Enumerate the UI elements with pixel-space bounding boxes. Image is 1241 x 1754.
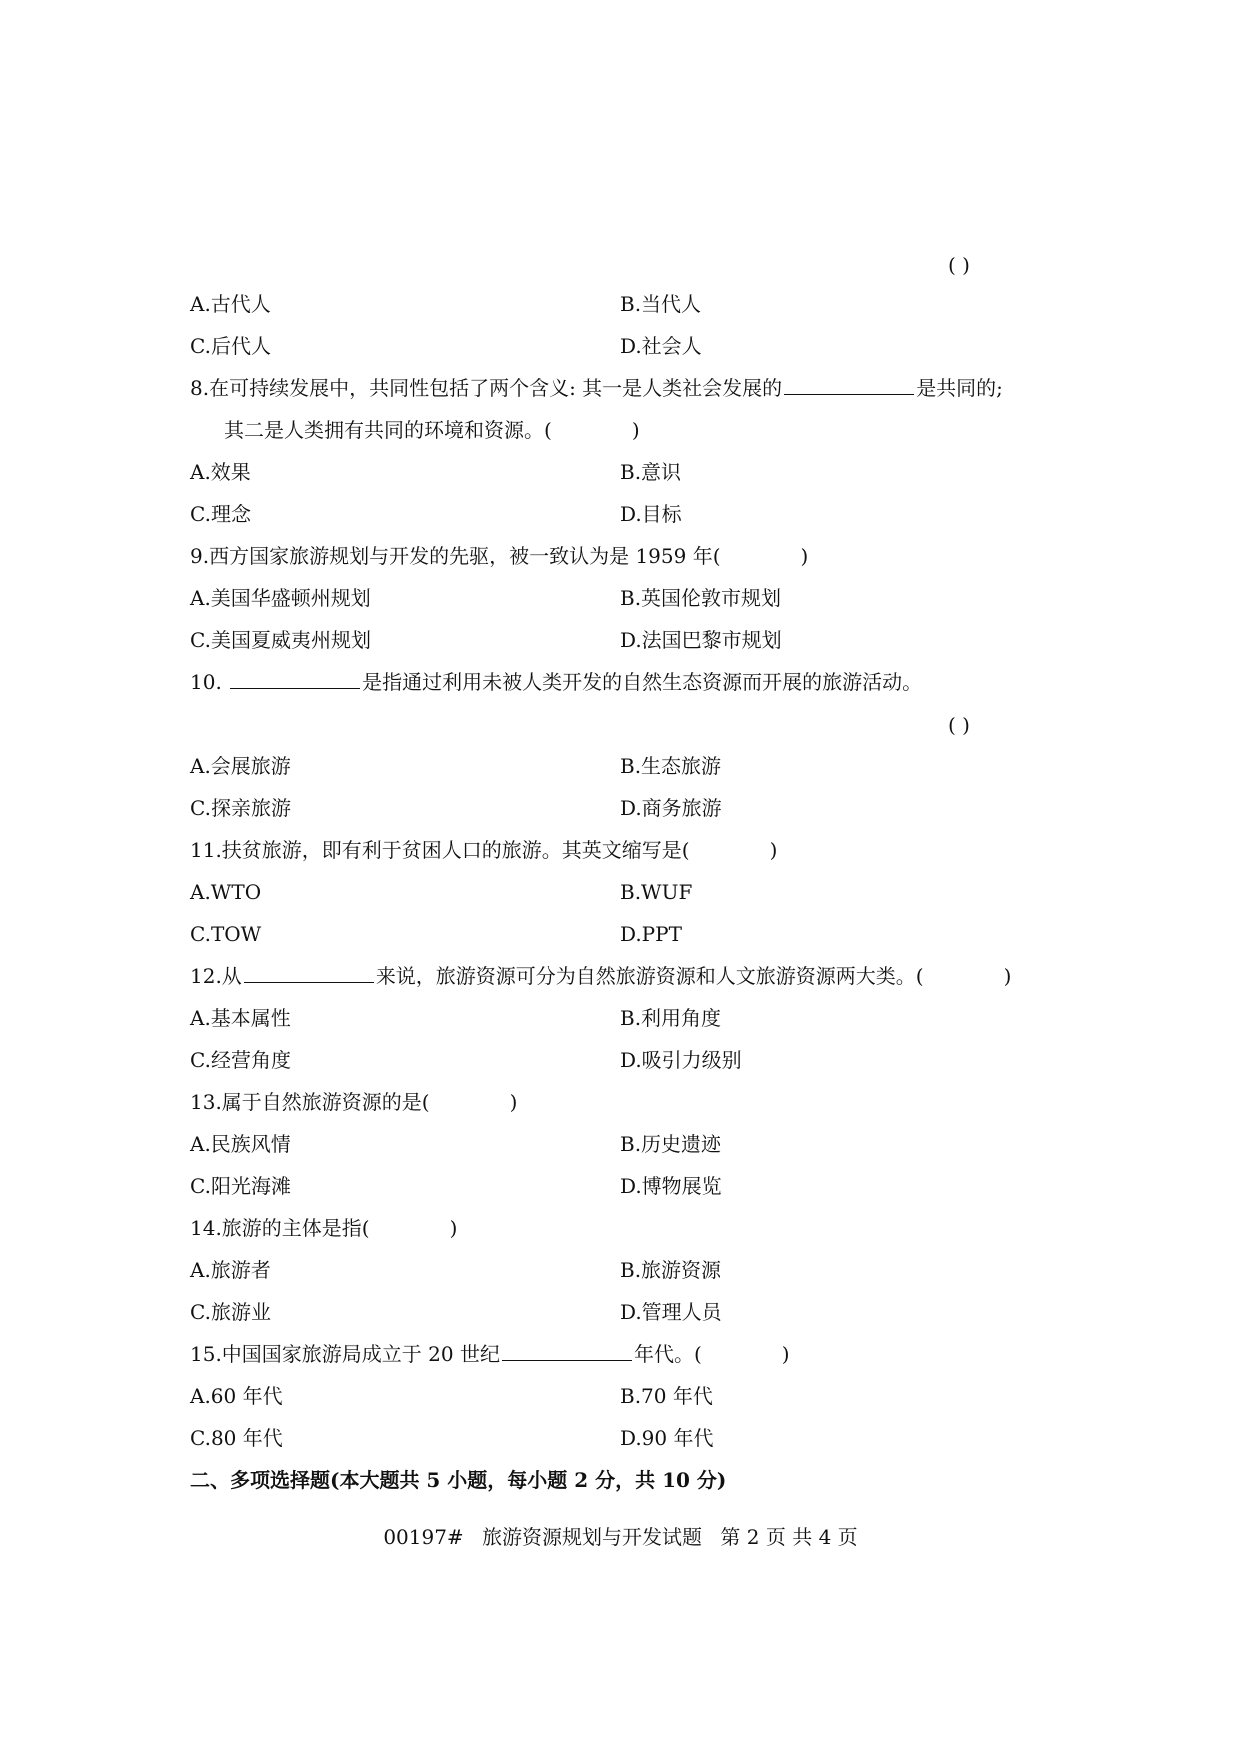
q10-answer-paren: ( ) — [948, 713, 970, 737]
q11-option-b: B.WUF — [620, 880, 693, 904]
q12-option-d: D.吸引力级别 — [620, 1048, 742, 1072]
q13-stem — [190, 1088, 517, 1116]
q12-stem-after: 来说，旅游资源可分为自然旅游资源和人文旅游资源两大类。( — [375, 964, 924, 988]
q9-option-b: B.英国伦敦市规划 — [620, 586, 782, 610]
footer-title: 旅游资源规划与开发试题 — [482, 1525, 703, 1549]
q11-stem — [190, 836, 777, 864]
q9-close-paren: ) — [800, 544, 809, 568]
q11-stem-text: 11.扶贫旅游，即有利于贫困人口的旅游。其英文缩写是( — [190, 838, 690, 862]
q12-option-a: A.基本属性 — [190, 1006, 291, 1030]
q15-stem-before: 15.中国国家旅游局成立于 20 世纪 — [190, 1342, 500, 1366]
q10-stem-after: 是指通过利用未被人类开发的自然生态资源而开展的旅游活动。 — [362, 670, 923, 694]
q13-option-c: C.阳光海滩 — [190, 1174, 291, 1198]
q14-stem-text: 14.旅游的主体是指( — [190, 1216, 370, 1240]
q12-stem — [190, 962, 1011, 990]
q11-option-a: A.WTO — [190, 880, 262, 904]
footer-code: 00197# — [383, 1525, 464, 1549]
q15-close-paren: ) — [781, 1342, 790, 1366]
q8-stem-line2-text: 其二是人类拥有共同的环境和资源。( — [224, 418, 552, 442]
q8-blank — [784, 374, 914, 395]
q12-option-c: C.经营角度 — [190, 1048, 291, 1072]
q11-option-c: C.TOW — [190, 922, 262, 946]
q13-option-b: B.历史遗迹 — [620, 1132, 722, 1156]
q14-close-paren: ) — [449, 1216, 458, 1240]
q9-option-a: A.美国华盛顿州规划 — [190, 586, 371, 610]
q14-option-c: C.旅游业 — [190, 1300, 271, 1324]
q15-option-b: B.70 年代 — [620, 1384, 713, 1408]
q9-option-d: D.法国巴黎市规划 — [620, 628, 782, 652]
q10-option-b: B.生态旅游 — [620, 754, 722, 778]
q10-option-c: C.探亲旅游 — [190, 796, 291, 820]
q14-option-a: A.旅游者 — [190, 1258, 271, 1282]
q7-option-c: C.后代人 — [190, 334, 271, 358]
q13-option-a: A.民族风情 — [190, 1132, 291, 1156]
q8-stem — [190, 374, 1003, 402]
section2-heading: 二、多项选择题(本大题共 5 小题，每小题 2 分，共 10 分) — [190, 1468, 727, 1492]
q13-stem-text: 13.属于自然旅游资源的是( — [190, 1090, 430, 1114]
q11-close-paren: ) — [769, 838, 778, 862]
q9-stem — [190, 542, 808, 570]
q15-option-c: C.80 年代 — [190, 1426, 283, 1450]
footer-page: 第 2 页 共 4 页 — [720, 1525, 858, 1549]
q9-stem-text: 9.西方国家旅游规划与开发的先驱，被一致认为是 1959 年( — [190, 544, 721, 568]
q12-option-b: B.利用角度 — [620, 1006, 722, 1030]
q10-number: 10. — [190, 670, 222, 694]
q13-option-d: D.博物展览 — [620, 1174, 722, 1198]
q7-option-b: B.当代人 — [620, 292, 702, 316]
q14-option-d: D.管理人员 — [620, 1300, 722, 1324]
q8-option-b: B.意识 — [620, 460, 682, 484]
q15-blank — [502, 1340, 632, 1361]
q7-option-d: D.社会人 — [620, 334, 702, 358]
q15-option-d: D.90 年代 — [620, 1426, 714, 1450]
q12-blank — [244, 962, 374, 983]
q8-stem-line2 — [224, 416, 640, 444]
q7-answer-paren: ( ) — [948, 253, 970, 277]
q8-option-c: C.理念 — [190, 502, 251, 526]
q12-close-paren: ) — [1003, 964, 1012, 988]
q12-stem-before: 12.从 — [190, 964, 242, 988]
q14-stem — [190, 1214, 457, 1242]
q15-option-a: A.60 年代 — [190, 1384, 283, 1408]
q8-option-d: D.目标 — [620, 502, 682, 526]
q8-option-a: A.效果 — [190, 460, 251, 484]
q8-stem-after: 是共同的; — [916, 376, 1003, 400]
q9-option-c: C.美国夏威夷州规划 — [190, 628, 371, 652]
q7-option-a: A.古代人 — [190, 292, 271, 316]
q8-stem-before: 8.在可持续发展中，共同性包括了两个含义: 其一是人类社会发展的 — [190, 376, 783, 400]
q10-stem — [190, 668, 922, 696]
q14-option-b: B.旅游资源 — [620, 1258, 722, 1282]
q8-close-paren: ) — [631, 418, 640, 442]
q15-stem — [190, 1340, 790, 1368]
q11-option-d: D.PPT — [620, 922, 682, 946]
q10-option-a: A.会展旅游 — [190, 754, 291, 778]
q10-option-d: D.商务旅游 — [620, 796, 722, 820]
q10-blank — [230, 668, 360, 689]
q13-close-paren: ) — [509, 1090, 518, 1114]
q15-stem-after: 年代。( — [633, 1342, 702, 1366]
page-footer — [0, 1523, 1241, 1551]
